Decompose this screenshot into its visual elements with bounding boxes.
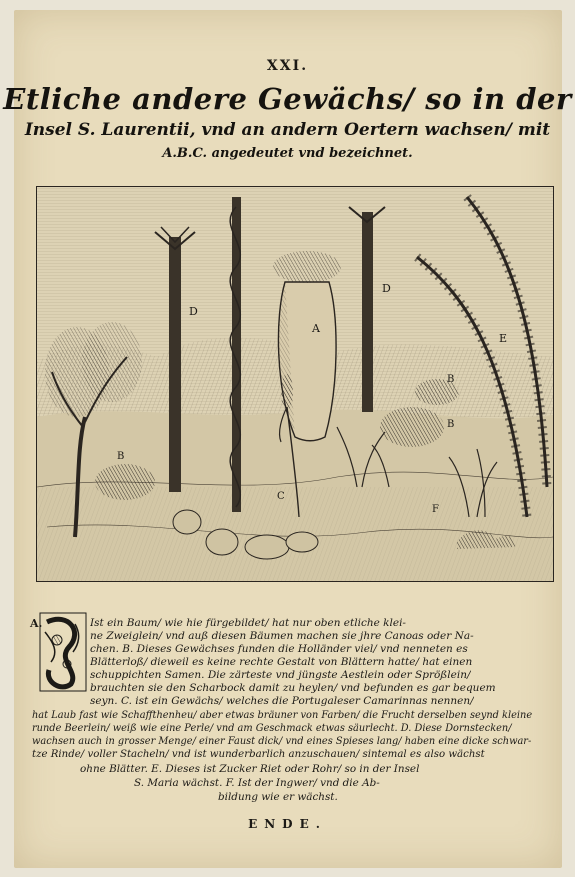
title-line-2: Insel S. Laurentii, vnd an andern Oertern wachsen/ mit bbox=[24, 120, 551, 140]
text-line-13: S. Maria wächst. F. Ist der Ingwer/ vnd die Ab- bbox=[134, 777, 380, 789]
label-b-right-top: B bbox=[447, 374, 455, 385]
text-line-4: Blätterloß/ dieweil es keine rechte Gestalt von Blättern hatte/ hat einen bbox=[90, 656, 473, 668]
label-d-left: D bbox=[189, 305, 198, 318]
text-line-14: bildung wie er wächst. bbox=[218, 791, 338, 803]
engraving-plate bbox=[36, 186, 554, 582]
bush-b-left bbox=[95, 464, 155, 500]
text-line-11: tze Rinde/ voller Stacheln/ vnd ist wunderbarlich anzuschauen/ sintemal es also wächst bbox=[32, 749, 485, 760]
text-line-3: chen. B. Dieses Gewächses funden die Holländer viel/ vnd nenneten es bbox=[90, 643, 468, 655]
label-b-left: B bbox=[117, 451, 125, 462]
text-marker-a: A. bbox=[30, 617, 43, 630]
label-b-right: B bbox=[447, 419, 455, 430]
text-line-8: hat Laub fast wie Schaffthenheu/ aber etwas bräuner von Farben/ die Frucht derselben seynd kleine bbox=[32, 710, 533, 721]
text-line-7: seyn. C. ist ein Gewächs/ welches die Portugaleser Camarinnas nennen/ bbox=[90, 695, 474, 707]
title-line-1: Etliche andere Gewächs/ so in der bbox=[3, 82, 572, 116]
text-line-9: runde Beerlein/ weiß wie eine Perle/ vnd am Geschmack etwas säurlecht. D. Diese Dornstecken/ bbox=[32, 723, 512, 734]
plate-number: XXI. bbox=[266, 58, 309, 74]
text-line-10: wachsen auch in grosser Menge/ einer Faust dick/ vnd eines Spieses lang/ haben eine dicke schwar- bbox=[32, 736, 532, 747]
title-line-3: A.B.C. angedeutet vnd bezeichnet. bbox=[162, 146, 413, 161]
engraving-illustration bbox=[37, 187, 553, 581]
ende-text: ENDE. bbox=[248, 817, 327, 831]
label-e: E bbox=[499, 332, 508, 345]
text-line-1: Ist ein Baum/ wie hie fürgebildet/ hat nur oben etliche klei- bbox=[90, 617, 406, 629]
text-line-5: schuppichten Samen. Die zärteste vnd jüngste Aestlein oder Sprößlein/ bbox=[90, 669, 471, 681]
label-c: C bbox=[277, 491, 285, 502]
label-d-right: D bbox=[382, 282, 391, 295]
label-a: A bbox=[312, 322, 320, 335]
text-line-6: brauchten sie den Scharbock damit zu heylen/ vnd befunden es gar bequem bbox=[90, 682, 496, 694]
decorated-initial bbox=[39, 612, 87, 692]
text-line-2: ne Zweiglein/ vnd auß diesen Bäumen machen sie jhre Canoas oder Na- bbox=[90, 630, 474, 642]
bush-b-right bbox=[380, 407, 444, 447]
label-f: F bbox=[432, 504, 439, 515]
text-line-12: ohne Blätter. E. Dieses ist Zucker Riet oder Rohr/ so in der Insel bbox=[80, 763, 420, 775]
